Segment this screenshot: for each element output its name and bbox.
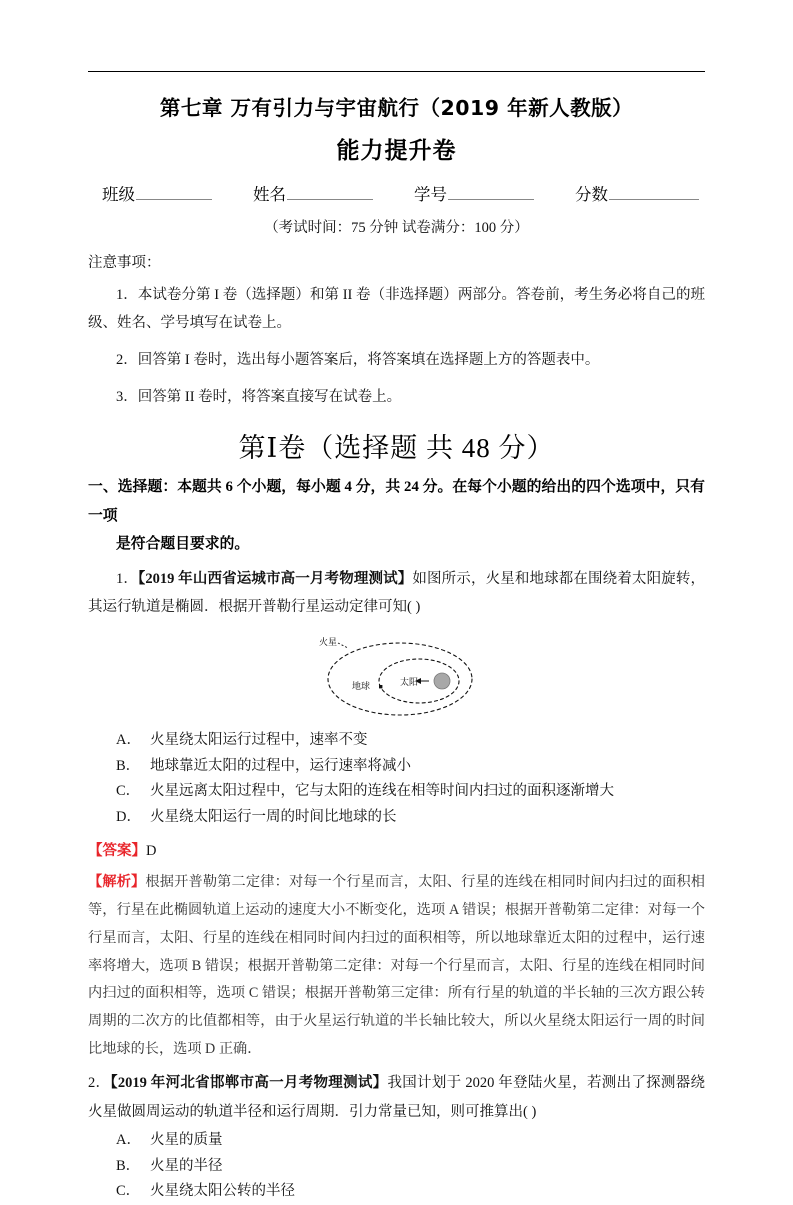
identity-label-class: 班级 bbox=[102, 184, 135, 204]
option-row[interactable] bbox=[88, 1154, 705, 1180]
analysis-tag: 【解析】 bbox=[88, 874, 146, 891]
question-1-source: 【2019 年山西省运城市高一月考物理测试】 bbox=[138, 571, 413, 588]
exam-meta: （考试时间：75 分钟 试卷满分：100 分） bbox=[264, 219, 529, 236]
option-key: A． bbox=[116, 731, 141, 748]
question-1-analysis bbox=[88, 869, 705, 1063]
question-1-options bbox=[88, 728, 705, 831]
option-key: B． bbox=[116, 757, 141, 774]
section-description: 本题共 6 个小题，每小题 4 分，共 24 分。在每个小题的给出的四个选项中，只有一项 bbox=[88, 478, 705, 524]
identity-blank-studentid[interactable] bbox=[448, 186, 534, 200]
section-heading bbox=[88, 473, 705, 560]
volume-heading: 第Ⅰ卷（选择题 共 48 分） bbox=[238, 432, 555, 463]
question-1 bbox=[88, 565, 705, 622]
option-row[interactable] bbox=[88, 779, 705, 805]
option-text: 火星绕太阳运行过程中，速率不变 bbox=[150, 731, 368, 748]
sun-label: 太阳 bbox=[399, 677, 418, 688]
option-key: D． bbox=[116, 809, 141, 826]
option-text: 地球靠近太阳的过程中，运行速率将减小 bbox=[150, 757, 411, 774]
option-text: 火星远离太阳过程中，它与太阳的连线在相等时间内扫过的面积逐渐增大 bbox=[150, 783, 614, 800]
student-identity-line bbox=[88, 181, 705, 205]
option-key: A． bbox=[116, 1131, 141, 1148]
page-title: 第七章 万有引力与宇宙航行（2019 年新人教版） bbox=[159, 96, 634, 120]
notice-item: 2．回答第 I 卷时，选出每小题答案后，将答案填在选择题上方的答题表中。 bbox=[116, 352, 600, 369]
option-text: 火星绕太阳公转的半径 bbox=[150, 1183, 295, 1200]
option-key: C． bbox=[116, 1183, 141, 1200]
notice-item: 3．回答第 II 卷时，将答案直接写在试卷上。 bbox=[116, 389, 402, 406]
option-key: C． bbox=[116, 783, 141, 800]
option-text: 火星的质量 bbox=[150, 1131, 223, 1148]
notices-heading: 注意事项： bbox=[88, 254, 161, 271]
identity-field-class bbox=[102, 181, 212, 205]
option-text: 火星绕太阳运行一周的时间比地球的长 bbox=[150, 809, 397, 826]
earth-marker-icon bbox=[379, 685, 382, 688]
notice-item: 1．本试卷分第 I 卷（选择题）和第 II 卷（非选择题）两部分。答卷前，考生务必将自己的班级、姓名、学号填写在试卷上。 bbox=[88, 286, 705, 331]
identity-blank-score[interactable] bbox=[609, 186, 699, 200]
identity-blank-class[interactable] bbox=[136, 186, 212, 200]
option-row[interactable] bbox=[88, 754, 705, 780]
question-2 bbox=[88, 1069, 705, 1126]
mars-leader-line bbox=[338, 643, 348, 648]
question-1-answer bbox=[88, 838, 705, 866]
analysis-text: 根据开普勒第二定律：对每一个行星而言，太阳、行星的连线在相同时间内扫过的面积相等，行星在此椭圆轨道上运动的速度大小不断变化，选项 A 错误；根据开普勒第二定律：对每一个行星而言，太阳、行星的连线在相同时间内扫过的面积相等，所以地球靠近太阳的过程中，运行速率将增大，选项 B 错误；根据开普勒第二定律：对每一个行星而言，太阳、行星的连线在相同时间内扫过的面积相等，选项 C 错误；根据开普勒第三定律：所有行星的轨道的半长轴的三次方跟公转周期的二次方的比值都相等，由于火星运行轨道的半长轴比较大，所以火星绕太阳运行一周的时间比地球的长，选项 D 正确． bbox=[88, 874, 705, 1057]
sun-disc-icon bbox=[434, 673, 450, 689]
question-1-stem: 如图所示，火星和地球都在围绕着太阳旋转，其运行轨道是椭圆．根据开普勒行星运动定律可知( ) bbox=[88, 571, 706, 616]
answer-tag: 【答案】 bbox=[88, 842, 146, 859]
page-subtitle: 能力提升卷 bbox=[336, 137, 457, 164]
orbit-diagram bbox=[302, 629, 492, 725]
section-label: 一、选择题： bbox=[88, 478, 178, 495]
header-divider bbox=[88, 71, 705, 72]
answer-value: D bbox=[146, 842, 157, 859]
question-1-number: 1． bbox=[116, 571, 139, 588]
option-row[interactable] bbox=[88, 728, 705, 754]
question-2-stem: 我国计划于 2020 年登陆火星，若测出了探测器绕火星做圆周运动的轨道半径和运行周期．引力常量已知，则可推算出( ) bbox=[88, 1075, 706, 1120]
option-text: 火星的半径 bbox=[150, 1157, 223, 1174]
identity-blank-name[interactable] bbox=[287, 186, 373, 200]
identity-label-name: 姓名 bbox=[253, 184, 286, 204]
earth-label: 地球 bbox=[351, 681, 370, 692]
option-row[interactable] bbox=[88, 805, 705, 831]
question-2-source: 【2019 年河北省邯郸市高一月考物理测试】 bbox=[110, 1075, 388, 1092]
option-key: B． bbox=[116, 1157, 141, 1174]
identity-field-score bbox=[575, 181, 699, 205]
option-row[interactable] bbox=[88, 1179, 705, 1205]
question-2-options bbox=[88, 1128, 705, 1205]
question-2-number: 2． bbox=[88, 1075, 111, 1092]
option-row[interactable] bbox=[88, 1128, 705, 1154]
section-description-cont: 是符合题目要求的。 bbox=[116, 536, 250, 553]
identity-label-studentid: 学号 bbox=[414, 184, 447, 204]
mars-label: 火星 bbox=[318, 637, 337, 648]
question-1-figure bbox=[88, 628, 705, 726]
identity-field-studentid bbox=[414, 181, 534, 205]
identity-field-name bbox=[253, 181, 373, 205]
identity-label-score: 分数 bbox=[575, 184, 608, 204]
